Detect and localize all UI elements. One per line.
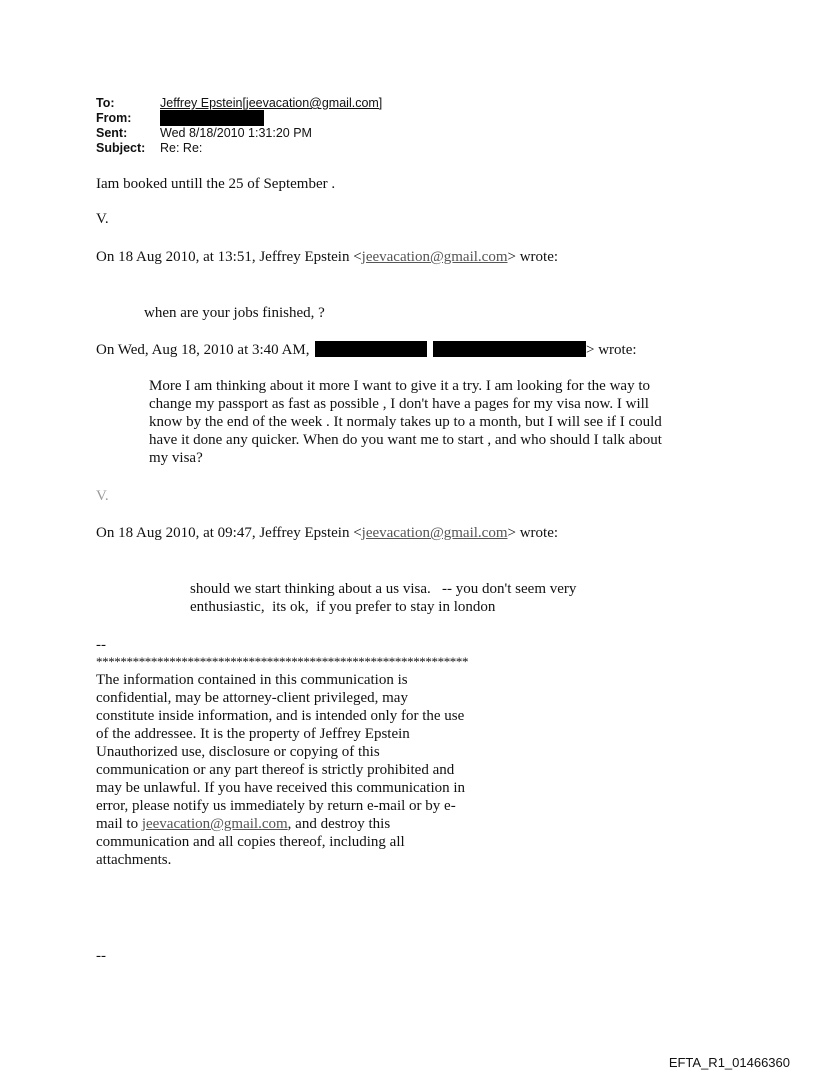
quote-1-prefix: On 18 Aug 2010, at 13:51, Jeffrey Epstein <: [96, 249, 362, 265]
quote-header-2: [96, 341, 637, 359]
subject-label: Subject:: [96, 141, 146, 155]
to-value: Jeffrey Epstein[jeevacation@gmail.com]: [160, 96, 383, 110]
visa-line-2: enthusiastic, its ok, if you prefer to stay in london: [190, 599, 496, 615]
quote-3-email-link[interactable]: jeevacation@gmail.com: [361, 525, 508, 541]
quote-3-prefix: On 18 Aug 2010, at 09:47, Jeffrey Epstein <: [96, 525, 362, 541]
from-label: From:: [96, 111, 132, 125]
quote-header-3: [96, 524, 558, 542]
subject-row: [96, 141, 382, 156]
quote-1-email-link[interactable]: jeevacation@gmail.com: [361, 249, 508, 265]
document-id: EFTA_R1_01466360: [668, 1055, 790, 1070]
quote-2-suffix: > wrote:: [586, 342, 637, 358]
visa-line-1: should we start thinking about a us visa. -- you don't seem very: [190, 581, 577, 597]
quote-2-prefix: On Wed, Aug 18, 2010 at 3:40 AM,: [96, 342, 310, 358]
disclaimer-email-link[interactable]: jeevacation@gmail.com: [141, 816, 288, 832]
disclaimer-ending: , and destroy this communication and all copies thereof, including all attachments.: [96, 816, 405, 868]
quote-3-suffix: > wrote:: [507, 525, 559, 541]
quote-1-suffix: > wrote:: [507, 249, 559, 265]
from-row: [96, 111, 382, 126]
from-redaction: [160, 110, 264, 126]
disclaimer-text: [96, 671, 468, 869]
signoff-1: V.: [96, 211, 109, 227]
disclaimer-body: The information contained in this communication is confidential, may be attorney-client privileged, may constitute inside information, and is intended only for the use of the addressee. It is the property of Jeffrey Epstein Unauthorized use, disclosure or copying of this communication or any part thereof is strictly prohibited and may be unlawful. If you have received this communication in error, please notify us immediately by return e-mail or by e-mail to: [96, 672, 466, 832]
passport-paragraph: More I am thinking about it more I want to give it a try. I am looking for the way to change my passport as fast as possible , I don't have a pages for my visa now. I will know by the end of the week . It normaly takes up to a month, but I will see if I could have it done any quicker. When do you want me to start , and who should I talk about my visa?: [149, 378, 662, 466]
disclaimer-dashes: --: [96, 637, 106, 653]
question-text: when are your jobs finished, ?: [144, 305, 325, 321]
closing-dashes: --: [96, 948, 106, 964]
to-row: [96, 96, 382, 111]
signoff-2: V.: [96, 488, 109, 504]
email-header: [96, 96, 382, 156]
subject-value: Re: Re:: [160, 141, 203, 155]
sent-row: [96, 126, 382, 141]
quote-header-1: [96, 248, 558, 266]
disclaimer-stars: *************************************************************: [96, 654, 469, 669]
redaction-email: [433, 341, 586, 357]
sent-value: Wed 8/18/2010 1:31:20 PM: [160, 126, 312, 140]
reply-text: Iam booked untill the 25 of September .: [96, 176, 336, 192]
to-label: To:: [96, 96, 115, 110]
redaction-name: [315, 341, 427, 357]
sent-label: Sent:: [96, 126, 128, 140]
